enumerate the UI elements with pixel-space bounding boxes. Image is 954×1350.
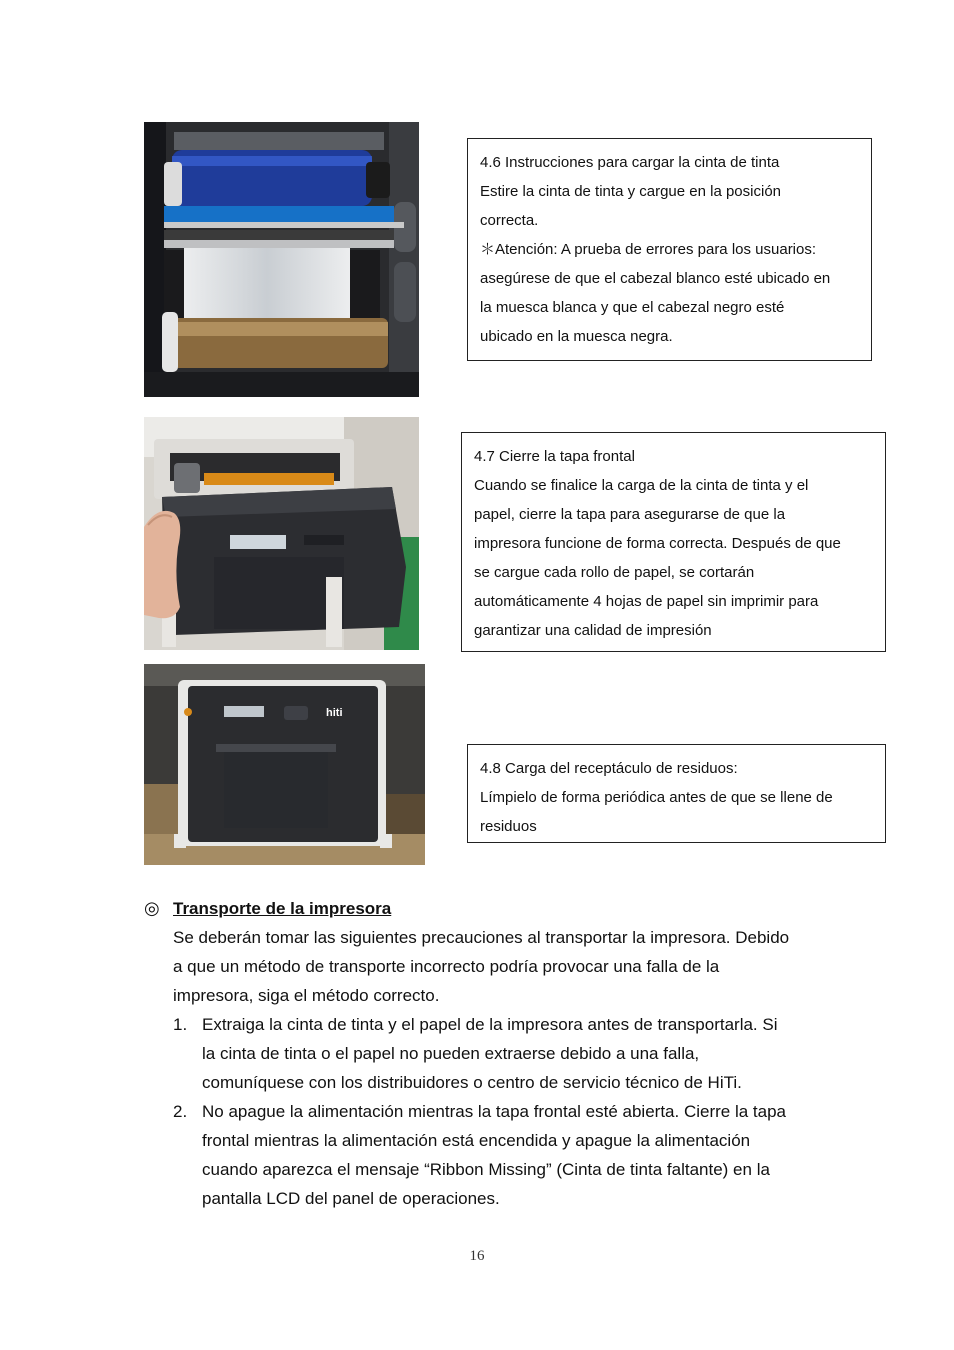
list-item <box>173 1097 824 1213</box>
list-line: la cinta de tinta o el papel no pueden extraerse debido a una falla, <box>202 1044 700 1063</box>
step-4-6-line: ubicado en la muesca negra. <box>480 328 673 345</box>
step-4-8-line: Límpielo de forma periódica antes de que se llene de <box>480 789 833 806</box>
step-4-7-line: se cargue cada rollo de papel, se cortarán <box>474 564 755 581</box>
list-line: comuníquese con los distribuidores o centro de servicio técnico de HiTi. <box>202 1073 742 1092</box>
step-4-7-line: automáticamente 4 hojas de papel sin imprimir para <box>474 593 819 610</box>
step-4-6-line: Estire la cinta de tinta y cargue en la posición <box>480 183 782 200</box>
step-4-8-title: 4.8 Carga del receptáculo de residuos: <box>480 760 738 777</box>
close-cover-photo <box>144 417 419 650</box>
step-4-7-line: Cuando se finalice la carga de la cinta de tinta y el <box>474 477 809 494</box>
list-item-text <box>202 1010 778 1097</box>
list-line: No apague la alimentación mientras la tapa frontal esté abierta. Cierre la tapa <box>202 1102 787 1121</box>
step-4-6-callout <box>467 138 872 361</box>
list-line: Extraiga la cinta de tinta y el papel de la impresora antes de transportarla. Si <box>202 1015 778 1034</box>
step-4-6-line: correcta. <box>480 212 539 229</box>
intro-line: Se deberán tomar las siguientes precauciones al transportar la impresora. Debido <box>173 928 790 947</box>
transport-intro <box>173 923 824 1010</box>
printer-front-photo <box>144 664 425 865</box>
step-4-7-line: impresora funcione de forma correcta. Después de que <box>474 535 841 552</box>
circle-bullet-icon: ◎ <box>144 898 160 918</box>
ribbon-loading-photo <box>144 122 419 397</box>
hiti-logo: hiti <box>326 707 343 719</box>
step-4-8-callout <box>467 744 886 843</box>
step-4-6-title: 4.6 Instrucciones para cargar la cinta de tinta <box>480 154 780 171</box>
step-4-6-line: ＊Atención: A prueba de errores para los usuarios: <box>480 241 817 258</box>
step-4-7-line: papel, cierre la tapa para asegurarse de que la <box>474 506 786 523</box>
list-item <box>173 1010 824 1097</box>
page-number: 16 <box>469 1248 485 1264</box>
list-item-number: 2. <box>173 1102 188 1121</box>
step-4-7-callout <box>461 432 886 652</box>
step-4-7-title: 4.7 Cierre la tapa frontal <box>474 448 635 465</box>
transport-list <box>144 1010 824 1213</box>
transport-heading-row <box>144 894 824 923</box>
step-4-6-line: la muesca blanca y que el cabezal negro esté <box>480 299 785 316</box>
transport-heading: Transporte de la impresora <box>173 899 392 918</box>
transport-section <box>144 894 824 1213</box>
intro-line: impresora, siga el método correcto. <box>173 986 440 1005</box>
list-item-text <box>202 1097 786 1213</box>
intro-line: a que un método de transporte incorrecto podría provocar una falla de la <box>173 957 720 976</box>
step-4-8-line: residuos <box>480 818 537 835</box>
list-line: cuando aparezca el mensaje “Ribbon Missing” (Cinta de tinta faltante) en la <box>202 1160 770 1179</box>
list-line: frontal mientras la alimentación está encendida y apague la alimentación <box>202 1131 751 1150</box>
list-item-number: 1. <box>173 1015 188 1034</box>
list-line: pantalla LCD del panel de operaciones. <box>202 1189 500 1208</box>
step-4-7-line: garantizar una calidad de impresión <box>474 622 712 639</box>
step-4-6-line: asegúrese de que el cabezal blanco esté ubicado en <box>480 270 831 287</box>
